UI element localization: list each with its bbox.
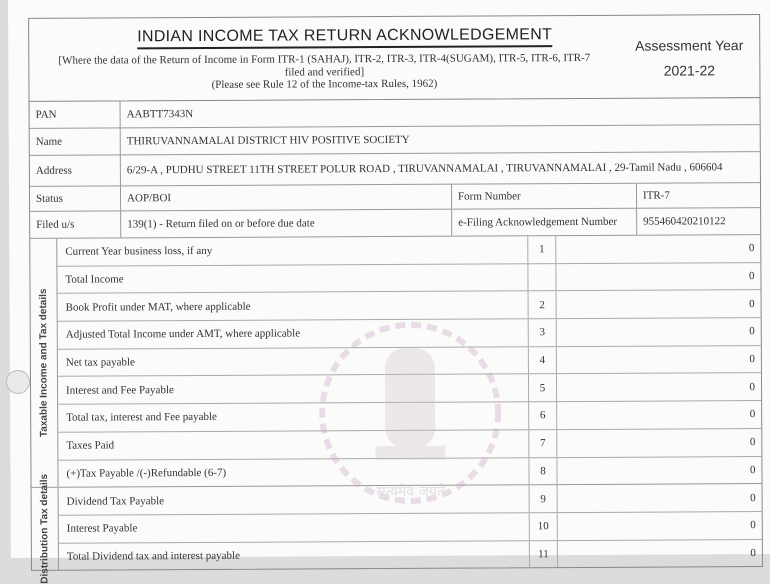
assessment-year-label: Assessment Year xyxy=(635,37,744,54)
subtitle xyxy=(39,52,609,92)
filed-row xyxy=(30,208,760,239)
address-value: 6/29-A , PUDHU STREET 11TH STREET POLUR ROAD , TIRUVANNAMALAI , TIRUVANNAMALAI , 29-Tamil Nadu , 606604 xyxy=(126,161,723,177)
motto-text: सत्यमेव जयते xyxy=(376,483,445,501)
table-row xyxy=(58,346,761,377)
punch-hole xyxy=(6,370,30,394)
ack-value: 955460420210122 xyxy=(643,215,726,228)
name-label: Name xyxy=(30,128,121,154)
item-description: Taxes Paid xyxy=(58,430,529,459)
item-number xyxy=(528,264,556,291)
table-row xyxy=(58,290,761,321)
table-row xyxy=(57,235,760,266)
details-table xyxy=(29,97,763,584)
status-row xyxy=(30,183,760,212)
filed-label: Filed u/s xyxy=(30,211,121,237)
item-amount: 0 xyxy=(750,546,756,560)
status-label: Status xyxy=(30,186,121,210)
assessment-year-value: 2021-22 xyxy=(663,62,716,79)
item-amount: 0 xyxy=(748,242,755,255)
item-number: 1 xyxy=(528,236,556,263)
item-amount: 0 xyxy=(749,436,756,449)
subtitle-line-2: filed and verified] xyxy=(284,65,365,79)
item-amount: 0 xyxy=(749,408,756,421)
item-number: 4 xyxy=(529,347,557,374)
table-row xyxy=(57,263,760,294)
item-description: Dividend Tax Payable xyxy=(59,485,530,514)
table-row xyxy=(59,484,762,515)
distribution-items xyxy=(59,484,762,570)
item-description: Total Dividend tax and interest payable xyxy=(59,541,530,570)
item-amount: 0 xyxy=(749,380,756,393)
item-description: Book Profit under MAT, where applicable xyxy=(58,292,529,321)
address-row xyxy=(30,152,760,187)
taxable-section xyxy=(30,235,761,488)
item-amount: 0 xyxy=(749,325,755,338)
table-row xyxy=(58,457,761,487)
item-number: 5 xyxy=(529,375,557,402)
address-label: Address xyxy=(30,155,121,185)
acknowledgement-page xyxy=(8,0,770,584)
item-amount: 0 xyxy=(749,463,756,476)
filed-value: 139(1) - Return filed on or before due date xyxy=(121,210,452,238)
item-number: 2 xyxy=(529,292,557,319)
taxable-section-label: Taxable Income and Tax details xyxy=(30,239,58,487)
table-row xyxy=(58,318,761,349)
pan-value: AABTT7343N xyxy=(126,108,194,121)
item-amount: 0 xyxy=(750,491,756,504)
item-amount: 0 xyxy=(749,297,755,310)
item-number: 3 xyxy=(529,319,557,346)
name-value: THIRUVANNAMALAI DISTRICT HIV POSITIVE SOCIETY xyxy=(126,133,410,148)
ack-label: e-Filing Acknowledgement Number xyxy=(452,209,637,236)
item-number: 10 xyxy=(530,513,558,540)
page-title: INDIAN INCOME TAX RETURN ACKNOWLEDGEMENT xyxy=(137,26,552,49)
item-description: Adjusted Total Income under AMT, where applicable xyxy=(58,319,529,348)
table-row xyxy=(59,540,762,570)
item-number: 7 xyxy=(529,430,557,457)
subtitle-line-1: [Where the data of the Return of Income in Form ITR-1 (SAHAJ), ITR-2, ITR-3, ITR-4(SUGAM), ITR-5, ITR-6, ITR-7 xyxy=(58,51,591,67)
name-row xyxy=(30,125,760,156)
form-number-value: ITR-7 xyxy=(643,189,670,202)
table-row xyxy=(58,401,761,432)
item-number: 11 xyxy=(530,541,558,568)
item-description: Interest Payable xyxy=(59,513,530,542)
item-number: 6 xyxy=(529,402,557,429)
table-row xyxy=(58,429,761,460)
item-description: (+)Tax Payable /(-)Refundable (6-7) xyxy=(58,458,529,487)
item-description: Current Year business loss, if any xyxy=(57,236,528,265)
header-box xyxy=(28,14,760,111)
item-description: Total Income xyxy=(57,264,528,293)
table-row xyxy=(58,374,761,405)
item-number: 8 xyxy=(529,458,557,485)
pan-row xyxy=(30,98,760,129)
subtitle-line-3: (Please see Rule 12 of the Income-tax Rules, 1962) xyxy=(211,77,438,91)
distribution-section xyxy=(32,474,762,584)
item-description: Net tax payable xyxy=(58,347,529,376)
status-value: AOP/BOI xyxy=(121,185,452,211)
pan-label: PAN xyxy=(30,101,121,127)
item-amount: 0 xyxy=(749,353,755,366)
form-number-label: Form Number xyxy=(452,184,637,209)
taxable-items xyxy=(57,235,761,487)
item-description: Total tax, interest and Fee payable xyxy=(58,402,529,431)
item-description: Interest and Fee Payable xyxy=(58,375,529,404)
item-amount: 0 xyxy=(748,270,755,283)
table-row xyxy=(59,512,762,543)
item-amount: 0 xyxy=(750,519,756,532)
distribution-section-label: Distribution Tax details xyxy=(32,488,59,570)
item-number: 9 xyxy=(530,485,558,512)
